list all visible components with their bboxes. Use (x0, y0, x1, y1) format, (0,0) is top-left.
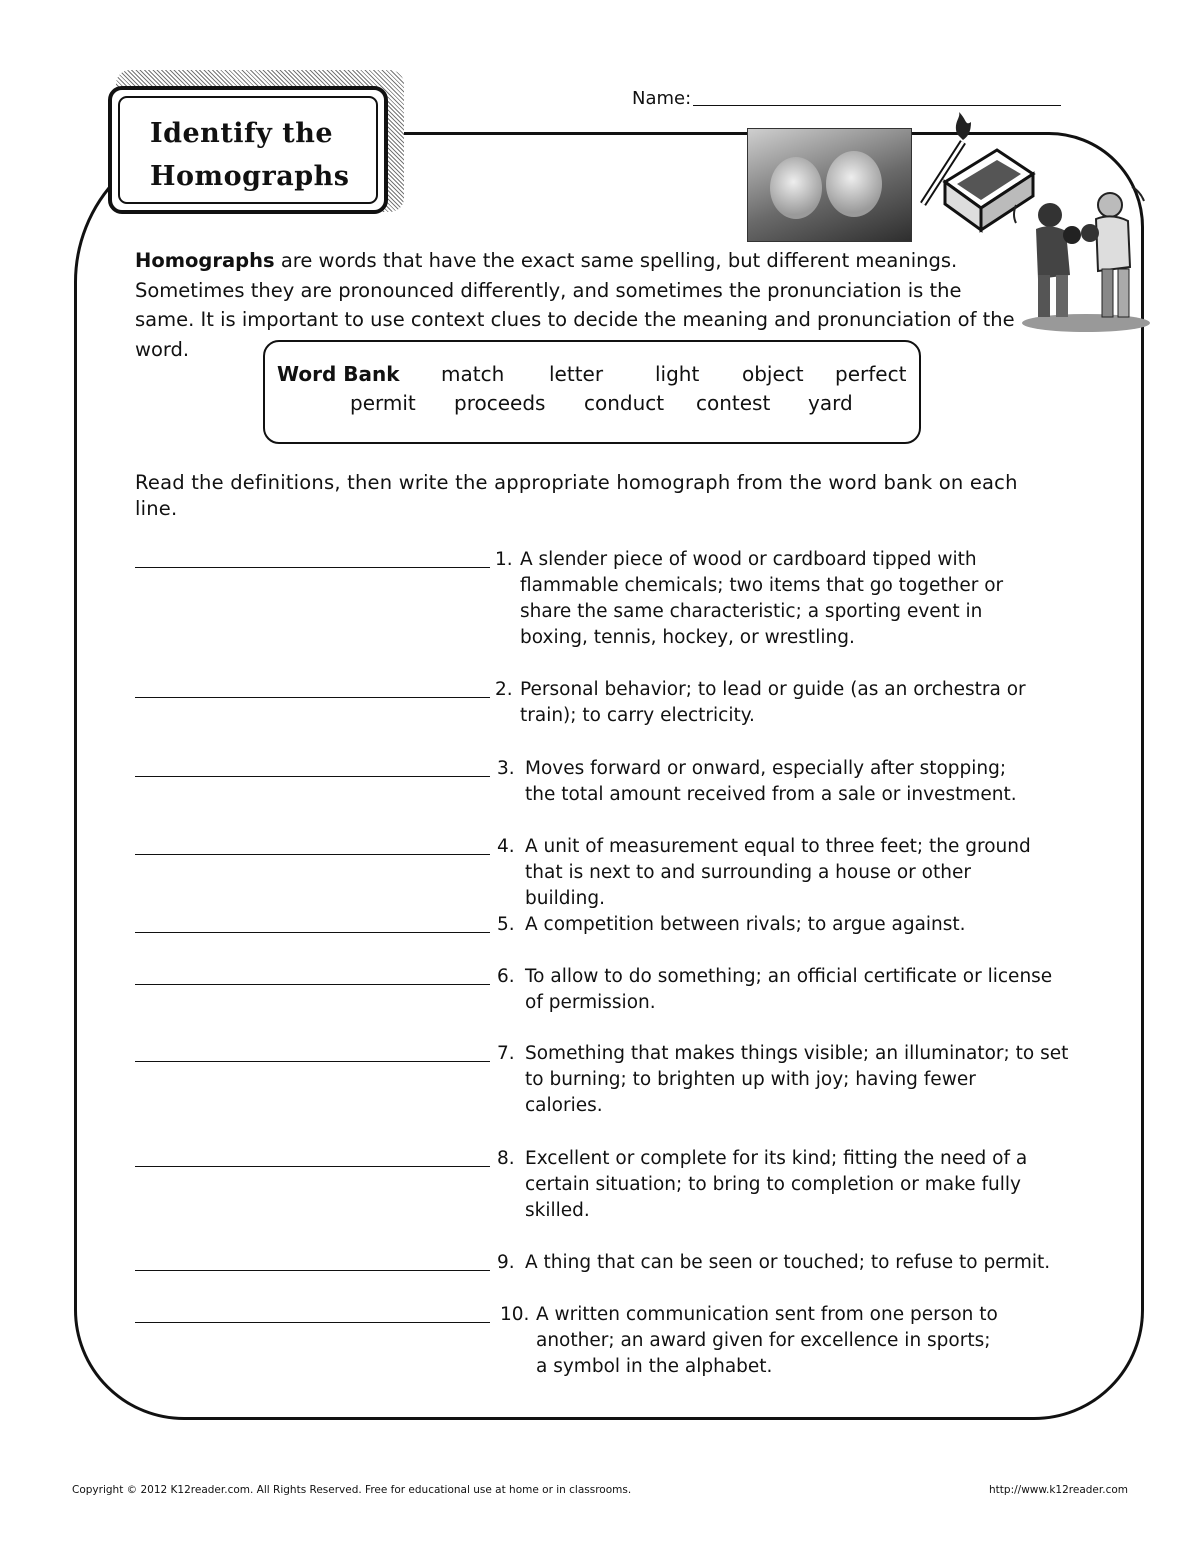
children-photo (747, 128, 912, 242)
answer-line[interactable] (135, 834, 490, 855)
name-input-line[interactable] (693, 104, 1061, 106)
word-bank-word: proceeds (454, 391, 546, 415)
question-number: 2. (495, 679, 513, 700)
word-bank-word: permit (350, 391, 416, 415)
question-number: 8. (497, 1148, 515, 1169)
word-bank-word: contest (696, 391, 771, 415)
question-definition: A thing that can be seen or touched; to refuse to permit. (525, 1252, 1051, 1273)
footer-copyright: Copyright © 2012 K12reader.com. All Rights Reserved. Free for educational use at home or in classrooms. (72, 1484, 632, 1496)
answer-line[interactable] (135, 1302, 490, 1323)
footer-url[interactable]: http://www.k12reader.com (989, 1484, 1128, 1496)
answer-line[interactable] (135, 912, 490, 933)
intro-bold-term: Homographs (135, 249, 275, 272)
question-number: 1. (495, 549, 513, 570)
intro-text: are words that have the exact same spelling, but different meanings. Sometimes they are pronounced differently, and sometimes the pronunciation is the same. It is important to use context clues to decide the meaning and pronunciation of the word. (135, 249, 1015, 361)
word-bank-word: perfect (835, 362, 907, 386)
word-bank-word: object (742, 362, 804, 386)
answer-line[interactable] (135, 1250, 490, 1271)
answer-line[interactable] (135, 1146, 490, 1167)
answer-line[interactable] (135, 1041, 490, 1062)
question-number: 10. (500, 1304, 530, 1325)
answer-line[interactable] (135, 547, 490, 568)
question-definition: A slender piece of wood or cardboard tipped with flammable chemicals; two items that go together or share the same characteristic; a sporting event in boxing, tennis, hockey, or wrestling. (520, 549, 1004, 648)
question-definition: Excellent or complete for its kind; fitting the need of a certain situation; to bring to completion or make fully skilled. (525, 1148, 1028, 1221)
question-definition: Personal behavior; to lead or guide (as an orchestra or train); to carry electricity. (520, 679, 1026, 726)
page-title: Identify the Homographs (150, 118, 350, 192)
question-number: 4. (497, 836, 515, 857)
word-bank-word: light (655, 362, 700, 386)
question-number: 6. (497, 966, 515, 987)
word-bank-word: match (441, 362, 505, 386)
question-definition: A competition between rivals; to argue against. (525, 914, 966, 935)
word-bank-word: letter (549, 362, 604, 386)
word-bank-word: conduct (584, 391, 665, 415)
name-label: Name: (632, 88, 692, 109)
question-definition: A unit of measurement equal to three feet; the ground that is next to and surrounding a house or other building. (525, 836, 1031, 909)
answer-line[interactable] (135, 677, 490, 698)
question-number: 5. (497, 914, 515, 935)
name-field[interactable] (632, 88, 1061, 109)
question-definition: Something that makes things visible; an illuminator; to set to burning; to brighten up with joy; having fewer calories. (525, 1043, 1069, 1116)
answer-line[interactable] (135, 964, 490, 985)
instructions: Read the definitions, then write the appropriate homograph from the word bank on each line. (135, 471, 1018, 520)
boxers-illustration (1010, 175, 1152, 333)
word-bank-word: yard (808, 391, 853, 415)
question-definition: A written communication sent from one person to another; an award given for excellence in sports; a symbol in the alphabet. (536, 1304, 998, 1377)
title-box (108, 86, 388, 214)
question-number: 7. (497, 1043, 515, 1064)
question-definition: Moves forward or onward, especially after stopping; the total amount received from a sale or investment. (525, 758, 1017, 805)
question-number: 9. (497, 1252, 515, 1273)
question-number: 3. (497, 758, 515, 779)
question-definition: To allow to do something; an official certificate or license of permission. (525, 966, 1053, 1013)
word-bank-label: Word Bank (277, 362, 400, 386)
word-bank (263, 340, 921, 444)
answer-line[interactable] (135, 756, 490, 777)
